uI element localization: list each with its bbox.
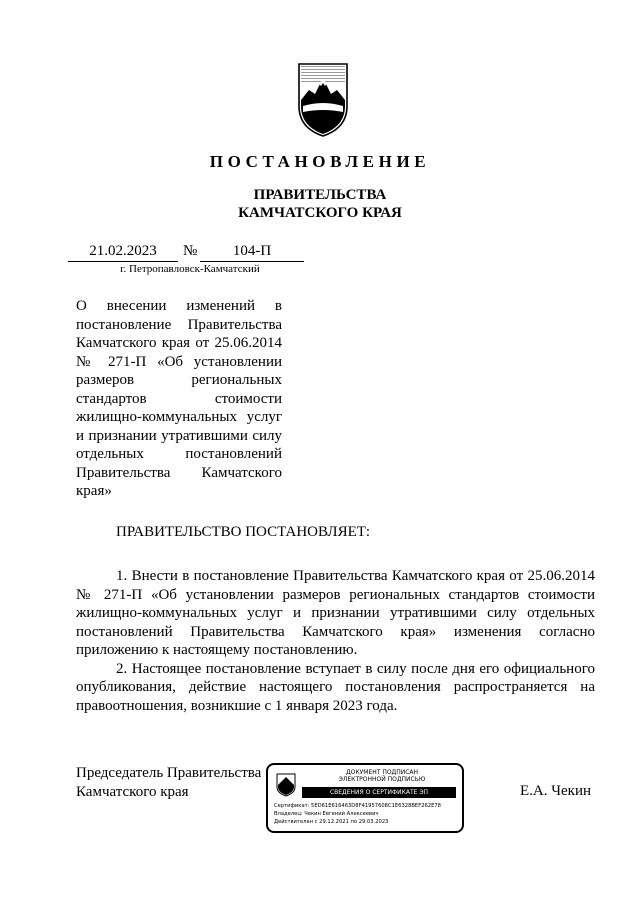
stamp-validity: Действителен с 29.12.2021 по 29.03.2023 — [274, 819, 389, 825]
stamp-title-line-2: ЭЛЕКТРОННОЙ ПОДПИСЬЮ — [338, 776, 426, 783]
body-paragraph-1: 1. Внести в постановление Правительства Камчатского края от 25.06.2014 № 271-П «Об установлении размеров региональных стандартов стоимости жилищно-коммунальных услуг и признании утратившими силу отдельных постановлений Правительства Камчатского края» изменения согласно приложению к настоящему постановлению. — [76, 568, 595, 658]
issue-city: г. Петропавловск-Камчатский — [120, 263, 260, 275]
issuer-line-2: КАМЧАТСКОГО КРАЯ — [238, 205, 402, 221]
document-number: 104-П — [232, 243, 272, 259]
signer-name: Е.А. Чекин — [520, 783, 591, 799]
number-sign: № — [183, 243, 198, 259]
date-underline — [68, 261, 178, 262]
electronic-signature-stamp — [266, 763, 464, 833]
kamchatka-emblem-icon — [295, 60, 351, 138]
signer-position — [76, 764, 261, 802]
decree-statement: ПРАВИТЕЛЬСТВО ПОСТАНОВЛЯЕТ: — [116, 524, 371, 540]
stamp-certificate-band: СВЕДЕНИЯ О СЕРТИФИКАТЕ ЭП — [302, 787, 456, 798]
signer-position-line-1: Председатель Правительства — [76, 765, 262, 781]
stamp-owner: Владелец: Чекин Евгений Алексеевич — [274, 811, 379, 817]
signer-position-line-2: Камчатского края — [76, 784, 189, 800]
stamp-title-line-1: ДОКУМЕНТ ПОДПИСАН — [345, 769, 419, 776]
document-body — [76, 567, 595, 715]
stamp-emblem-icon — [276, 773, 296, 797]
issuer-line-1: ПРАВИТЕЛЬСТВА — [253, 187, 387, 203]
document-type-title: ПОСТАНОВЛЕНИЕ — [209, 152, 431, 171]
document-subject: О внесении изменений в постановление Правительства Камчатского края от 25.06.2014 № 271-П «Об установлении размеров региональных стандартов стоимости жилищно-коммунальных услуг и признании утратившими силу отдельных постановлений Правительства Камчатского края» — [76, 298, 282, 499]
document-date: 21.02.2023 — [89, 243, 157, 259]
body-paragraph-2: 2. Настоящее постановление вступает в силу после дня его официального опубликования, действие настоящего постановления распространяется на правоотношения, возникшие с 1 января 2023 года. — [76, 660, 595, 714]
number-underline — [200, 261, 304, 262]
stamp-certificate-id: Сертификат: 5ED61E616463D8F41957608C1E6328BEF262E78 — [274, 803, 441, 809]
